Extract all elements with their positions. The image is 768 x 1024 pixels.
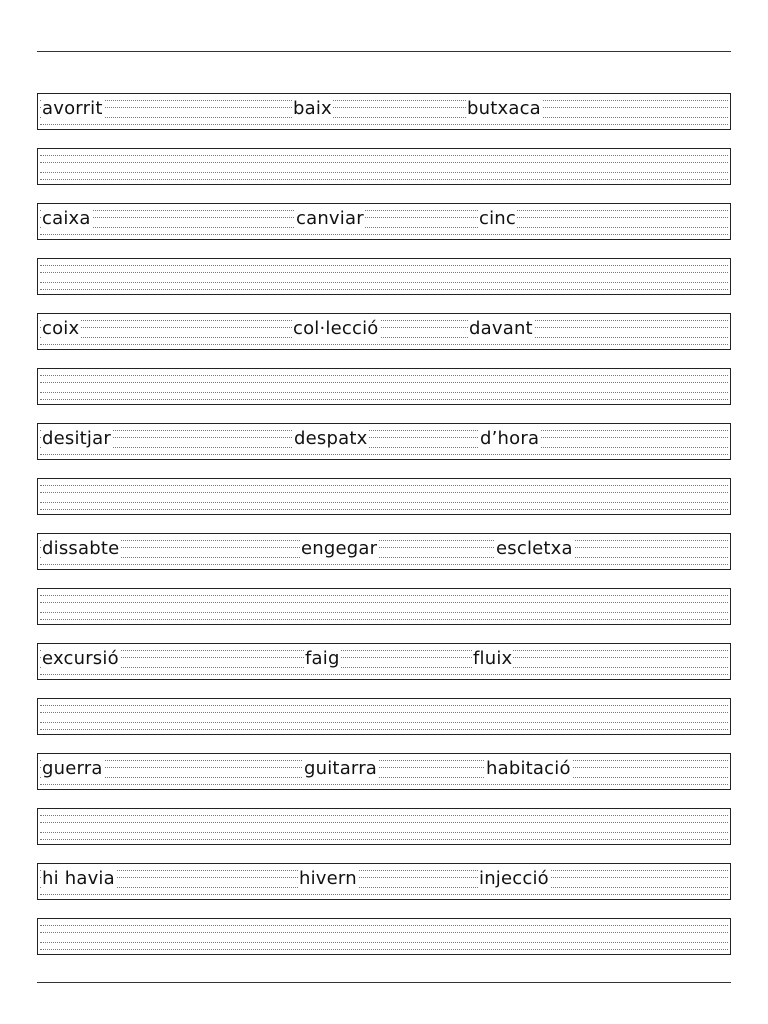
bottom-rule [37, 982, 731, 983]
word: canviar [295, 206, 365, 232]
word: avorrit [41, 96, 104, 122]
practice-box[interactable] [37, 148, 731, 185]
word: habitació [485, 756, 572, 782]
practice-box[interactable] [37, 368, 731, 405]
word-box [37, 753, 731, 790]
word-box [37, 313, 731, 350]
practice-box[interactable] [37, 258, 731, 295]
word-box [37, 863, 731, 900]
word-box [37, 93, 731, 130]
practice-box[interactable] [37, 588, 731, 625]
word-box [37, 203, 731, 240]
word: d’hora [479, 426, 540, 452]
word: desitjar [41, 426, 112, 452]
word: coix [41, 316, 80, 342]
word: escletxa [495, 536, 574, 562]
word: davant [468, 316, 534, 342]
top-rule [37, 51, 731, 52]
word-box [37, 643, 731, 680]
word: guitarra [303, 756, 378, 782]
practice-box[interactable] [37, 808, 731, 845]
word: cinc [478, 206, 517, 232]
word: hivern [298, 866, 358, 892]
word: injecció [478, 866, 550, 892]
word: hi havia [41, 866, 116, 892]
word: faig [304, 646, 341, 672]
word: caixa [41, 206, 92, 232]
word: engegar [300, 536, 378, 562]
word: col·lecció [292, 316, 380, 342]
word: butxaca [466, 96, 542, 122]
word: baix [292, 96, 333, 122]
practice-box[interactable] [37, 918, 731, 955]
practice-box[interactable] [37, 698, 731, 735]
word-box [37, 533, 731, 570]
word: excursió [41, 646, 120, 672]
word: despatx [293, 426, 368, 452]
word: fluix [472, 646, 513, 672]
practice-box[interactable] [37, 478, 731, 515]
word: guerra [41, 756, 104, 782]
word-box [37, 423, 731, 460]
word: dissabte [41, 536, 120, 562]
worksheet [37, 93, 731, 955]
